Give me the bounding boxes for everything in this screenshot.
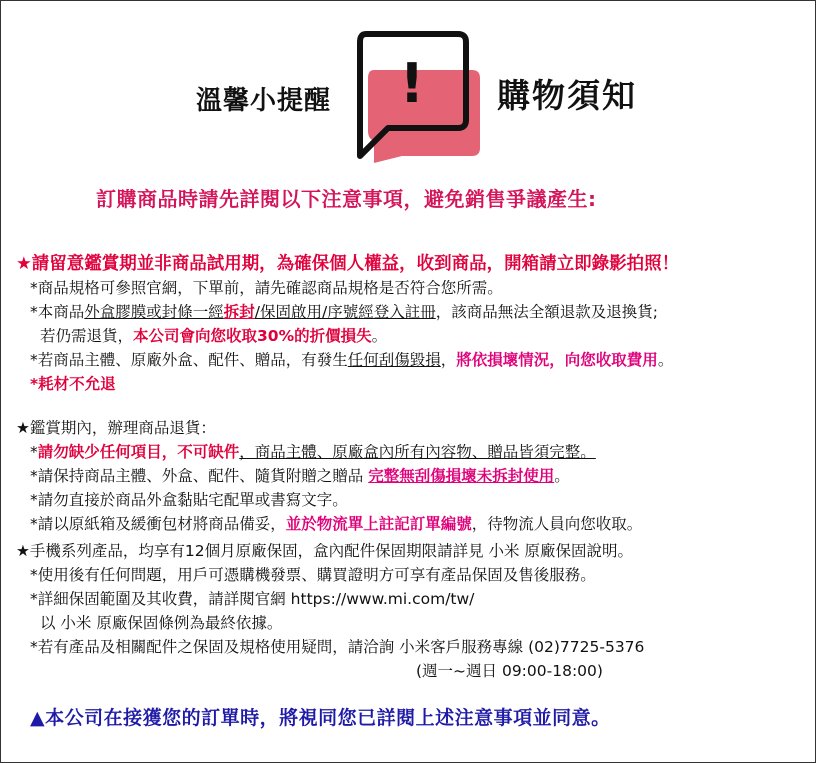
section2-line2 <box>16 464 642 488</box>
header-right-title: 購物須知 <box>497 76 637 115</box>
section2-line3: *請勿直接於商品外盒黏貼宅配單或書寫文字。 <box>30 491 348 509</box>
section3-line4: *若有產品及相關配件之保固及規格使用疑問，請洽詢 小米客戶服務專線 (02)7725-5376 <box>30 638 645 656</box>
section1-line3-a: 若仍需退貨， <box>40 327 134 345</box>
section1-line4-c: ， <box>440 351 457 369</box>
section2-line4 <box>16 512 642 536</box>
section2-line1-a: * <box>30 443 38 461</box>
section2-line1-c: ，商品主體、原廠盒內所有內容物、贈品皆須完整。 <box>239 443 596 461</box>
section3-headline: ★手機系列產品，均享有12個月原廠保固，盒內配件保固期限請詳見 小米 原廠保固說明。 <box>16 542 633 560</box>
exclamation-mark: ! <box>399 52 425 115</box>
section3-line3: 以 小米 原廠保固條例為最終依據。 <box>40 614 283 632</box>
section3-line5: (週一~週日 09:00-18:00) <box>416 662 603 680</box>
section2-line4-c: ，待物流人員向您收取。 <box>471 515 643 533</box>
exclamation-speech-bubble-icon <box>354 30 484 165</box>
section2-headline: ★鑑賞期內，辦理商品退貨： <box>16 419 216 437</box>
section2-line2-a: *請保持商品主體、外盒、配件、隨貨附贈之贈品 <box>30 467 364 485</box>
section1-line2-d: /保固啟用/序號經登入註冊 <box>254 303 436 321</box>
section1-line3-b: 本公司會向您收取30%的折價損失 <box>133 327 372 345</box>
section1-line4-d: 將依損壞情況，向您收取費用 <box>456 351 658 369</box>
section2-line1-b: 請勿缺少任何項目，不可缺件 <box>37 443 240 461</box>
section1-line4-e: 。 <box>657 351 674 369</box>
section2-line2-c: 。 <box>554 467 570 485</box>
section1-line2-e: ，該商品無法全額退款及退換貨; <box>435 303 658 321</box>
section1-line2 <box>16 300 679 324</box>
section1-line2-a: *本商品 <box>30 303 85 321</box>
section2-line4-b: 並於物流單上註記訂單編號 <box>285 515 472 533</box>
section1-line2-b: 外盒膠膜或封條一經 <box>84 303 224 321</box>
section1-line4-b: 任何刮傷毀損 <box>347 351 441 369</box>
section1-headline-text: ★請留意鑑賞期並非商品試用期，為確保個人權益，收到商品，開箱請立即錄影拍照！ <box>16 254 680 274</box>
section-return-policy <box>16 416 642 536</box>
section3-line2: *詳細保固範圍及其收費，請詳閱官網 https://www.mi.com/tw/ <box>30 590 475 608</box>
section2-line4-a: *請以原紙箱及緩衝包材將商品備妥， <box>30 515 286 533</box>
section3-line1: *使用後有任何問題，用戶可憑購機發票、購買證明方可享有產品保固及售後服務。 <box>30 566 596 584</box>
section1-line3-c: 。 <box>371 327 388 345</box>
section1-line3 <box>16 324 679 348</box>
section1-line5: *耗材不允退 <box>30 375 116 393</box>
section-warranty <box>16 539 644 683</box>
section1-line2-c: 拆封 <box>223 303 255 321</box>
section1-line4 <box>16 348 679 372</box>
section1-line4-a: *若商品主體、原廠外盒、配件、贈品，有發生 <box>30 351 348 369</box>
section1-line1: *商品規格可參照官網，下單前，請先確認商品規格是否符合您所需。 <box>30 279 503 297</box>
header-left-title: 溫馨小提醒 <box>196 86 332 116</box>
section2-line2-b: 完整無刮傷損壞未拆封使用 <box>368 467 555 485</box>
notice-subtitle: 訂購商品時請先詳閱以下注意事項，避免銷售爭議產生: <box>96 187 597 211</box>
section-appraisal-period <box>16 252 679 396</box>
section1-headline <box>16 252 679 276</box>
section2-line1 <box>16 440 642 464</box>
footer-agreement: ▲本公司在接獲您的訂單時，將視同您已詳閱上述注意事項並同意。 <box>30 707 611 729</box>
